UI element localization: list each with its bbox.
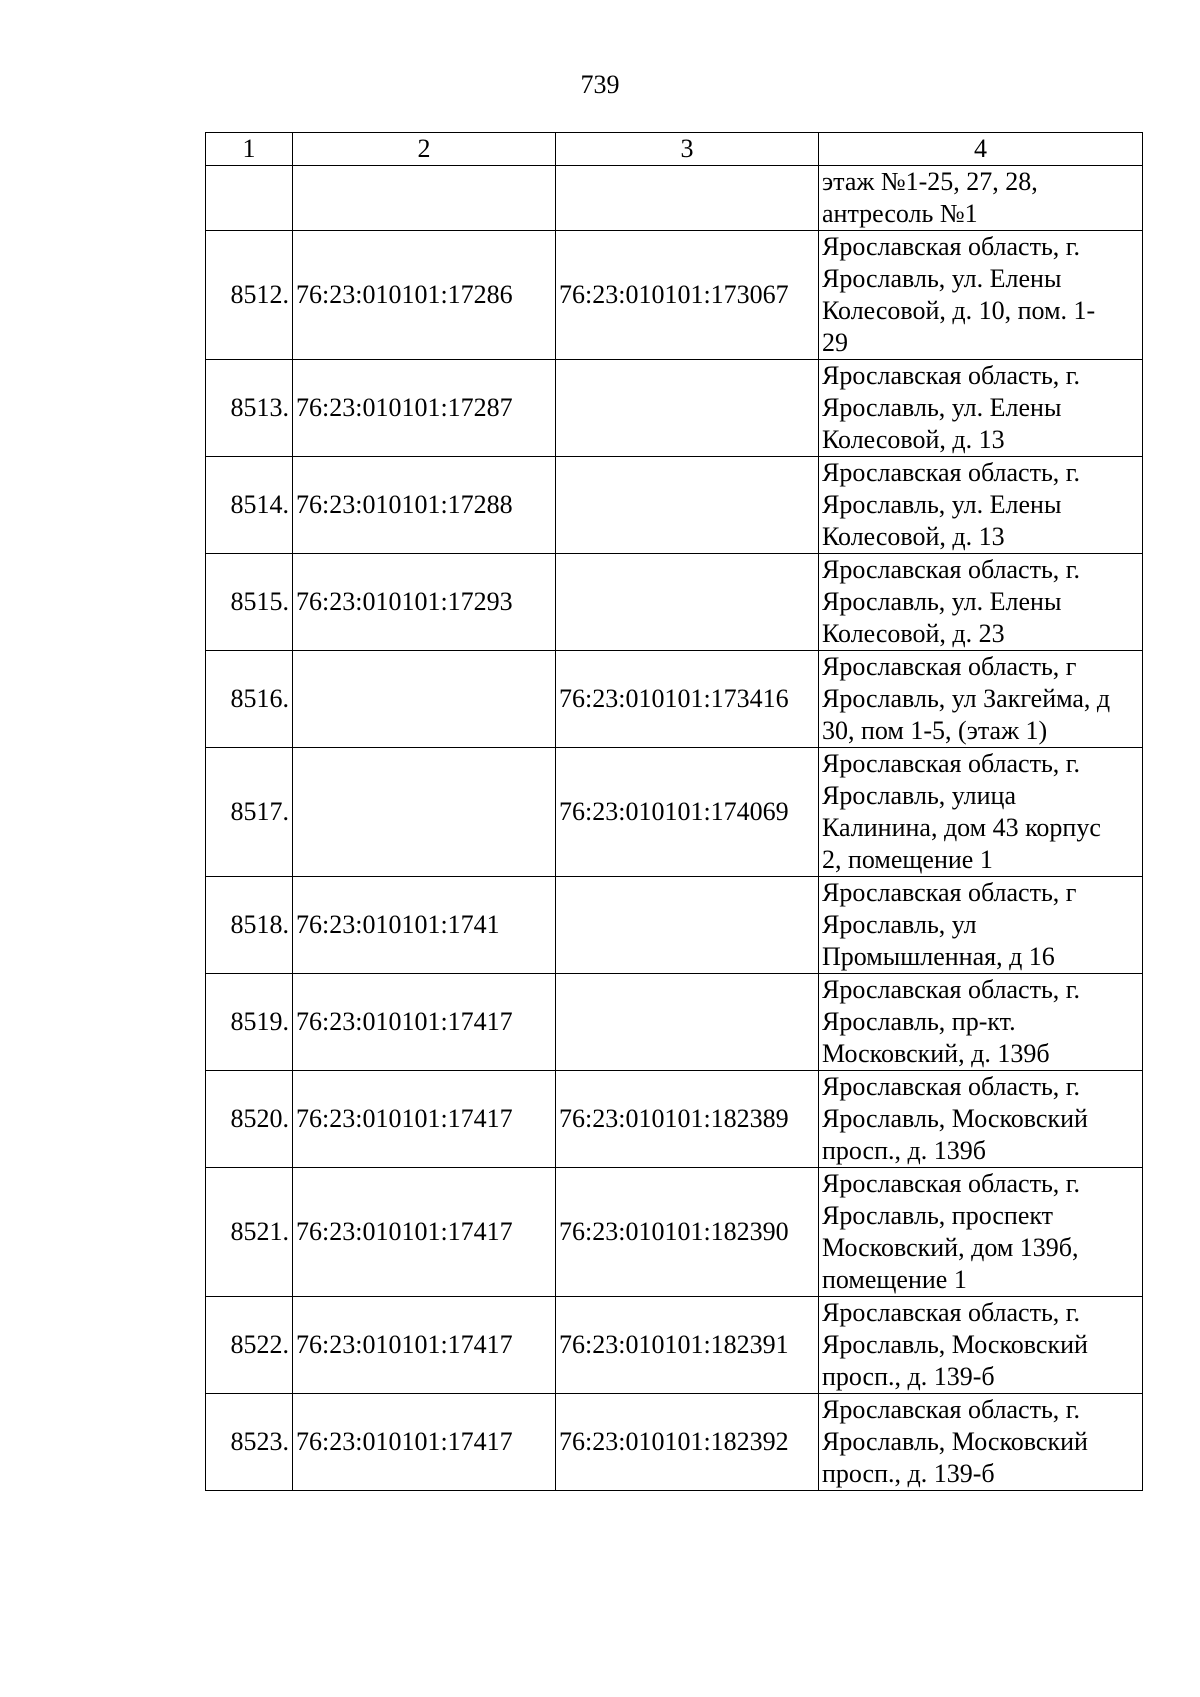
address-line: Колесовой, д. 10, пом. 1- <box>822 296 1096 325</box>
address-line: просп., д. 139б <box>822 1136 986 1165</box>
row-number-cell: 8522. <box>206 1297 293 1394</box>
address-cell <box>819 974 1143 1071</box>
cadastral-number-cell: 76:23:010101:17288 <box>293 457 556 554</box>
premises-number-cell: 76:23:010101:182391 <box>556 1297 819 1394</box>
table-row <box>206 554 1143 651</box>
column-header: 4 <box>819 133 1143 166</box>
table-row <box>206 651 1143 748</box>
cadastral-number-cell: 76:23:010101:17293 <box>293 554 556 651</box>
address-cell <box>819 1071 1143 1168</box>
address-line: Ярославская область, г. <box>822 1072 1081 1101</box>
address-line: Ярославская область, г. <box>822 458 1081 487</box>
premises-number-cell <box>556 554 819 651</box>
table-row <box>206 974 1143 1071</box>
row-number-cell: 8517. <box>206 748 293 877</box>
row-number-cell: 8520. <box>206 1071 293 1168</box>
address-line: Ярославль, Московский <box>822 1330 1088 1359</box>
address-line: антресоль №1 <box>822 199 978 228</box>
address-cell <box>819 231 1143 360</box>
table-row <box>206 1394 1143 1491</box>
row-number-cell: 8518. <box>206 877 293 974</box>
table-row <box>206 1071 1143 1168</box>
cadastral-number-cell: 76:23:010101:17417 <box>293 974 556 1071</box>
address-line: Ярославль, ул Закгейма, д <box>822 684 1111 713</box>
row-number-cell <box>206 166 293 231</box>
address-line: Ярославль, Московский <box>822 1427 1088 1456</box>
address-line: Ярославская область, г. <box>822 749 1081 778</box>
address-cell <box>819 877 1143 974</box>
premises-number-cell: 76:23:010101:182389 <box>556 1071 819 1168</box>
address-line: Колесовой, д. 13 <box>822 522 1005 551</box>
address-line: Ярославль, ул <box>822 910 977 939</box>
table-row <box>206 360 1143 457</box>
address-line: Ярославская область, г. <box>822 975 1081 1004</box>
table-row <box>206 166 1143 231</box>
premises-number-cell <box>556 457 819 554</box>
address-line: Ярославская область, г. <box>822 1298 1081 1327</box>
address-line: Ярославская область, г. <box>822 361 1081 390</box>
address-line: Ярославль, ул. Елены <box>822 264 1062 293</box>
address-cell <box>819 1394 1143 1491</box>
table-row <box>206 231 1143 360</box>
cadastral-number-cell <box>293 748 556 877</box>
address-line: Колесовой, д. 13 <box>822 425 1005 454</box>
cadastral-number-cell: 76:23:010101:1741 <box>293 877 556 974</box>
cadastral-number-cell: 76:23:010101:17417 <box>293 1297 556 1394</box>
premises-number-cell <box>556 360 819 457</box>
row-number-cell: 8512. <box>206 231 293 360</box>
premises-number-cell: 76:23:010101:182392 <box>556 1394 819 1491</box>
address-line: Ярославль, ул. Елены <box>822 587 1062 616</box>
row-number-cell: 8521. <box>206 1168 293 1297</box>
premises-number-cell: 76:23:010101:182390 <box>556 1168 819 1297</box>
address-line: Ярославль, проспект <box>822 1201 1054 1230</box>
address-line: Ярославль, пр-кт. <box>822 1007 1016 1036</box>
address-cell <box>819 1168 1143 1297</box>
address-line: просп., д. 139-б <box>822 1362 995 1391</box>
address-line: Ярославль, ул. Елены <box>822 393 1062 422</box>
table-body <box>206 166 1143 1491</box>
premises-number-cell: 76:23:010101:173067 <box>556 231 819 360</box>
address-cell <box>819 457 1143 554</box>
address-line: Ярославль, ул. Елены <box>822 490 1062 519</box>
table-row <box>206 1168 1143 1297</box>
address-line: этаж №1-25, 27, 28, <box>822 167 1038 196</box>
row-number-cell: 8519. <box>206 974 293 1071</box>
premises-number-cell <box>556 166 819 231</box>
column-header: 1 <box>206 133 293 166</box>
cadastral-number-cell: 76:23:010101:17286 <box>293 231 556 360</box>
cadastral-number-cell: 76:23:010101:17417 <box>293 1168 556 1297</box>
premises-number-cell <box>556 974 819 1071</box>
registry-table <box>205 132 1143 1491</box>
cadastral-number-cell: 76:23:010101:17287 <box>293 360 556 457</box>
premises-number-cell <box>556 877 819 974</box>
address-cell <box>819 651 1143 748</box>
row-number-cell: 8523. <box>206 1394 293 1491</box>
address-cell <box>819 554 1143 651</box>
address-line: Ярославская область, г. <box>822 1169 1081 1198</box>
address-cell <box>819 748 1143 877</box>
address-line: 29 <box>822 328 848 357</box>
row-number-cell: 8516. <box>206 651 293 748</box>
address-line: Промышленная, д 16 <box>822 942 1055 971</box>
address-cell <box>819 166 1143 231</box>
address-line: Ярославская область, г. <box>822 232 1081 261</box>
address-line: Калинина, дом 43 корпус <box>822 813 1101 842</box>
table-row <box>206 748 1143 877</box>
row-number-cell: 8515. <box>206 554 293 651</box>
table-row <box>206 877 1143 974</box>
page-number: 739 <box>580 70 620 99</box>
column-header: 2 <box>293 133 556 166</box>
address-cell <box>819 360 1143 457</box>
column-header: 3 <box>556 133 819 166</box>
cadastral-number-cell <box>293 651 556 748</box>
address-line: Ярославская область, г <box>822 652 1077 681</box>
address-line: Колесовой, д. 23 <box>822 619 1005 648</box>
cadastral-number-cell: 76:23:010101:17417 <box>293 1394 556 1491</box>
address-line: Ярославская область, г <box>822 878 1077 907</box>
address-line: помещение 1 <box>822 1265 967 1294</box>
address-line: 2, помещение 1 <box>822 845 993 874</box>
address-line: Ярославль, улица <box>822 781 1017 810</box>
cadastral-number-cell: 76:23:010101:17417 <box>293 1071 556 1168</box>
row-number-cell: 8514. <box>206 457 293 554</box>
address-cell <box>819 1297 1143 1394</box>
cadastral-number-cell <box>293 166 556 231</box>
address-line: Московский, дом 139б, <box>822 1233 1079 1262</box>
table-row <box>206 457 1143 554</box>
address-line: Ярославская область, г. <box>822 555 1081 584</box>
table-row <box>206 1297 1143 1394</box>
premises-number-cell: 76:23:010101:173416 <box>556 651 819 748</box>
address-line: Московский, д. 139б <box>822 1039 1050 1068</box>
address-line: 30, пом 1-5, (этаж 1) <box>822 716 1048 745</box>
row-number-cell: 8513. <box>206 360 293 457</box>
address-line: просп., д. 139-б <box>822 1459 995 1488</box>
table-header-row <box>206 133 1143 166</box>
address-line: Ярославль, Московский <box>822 1104 1088 1133</box>
premises-number-cell: 76:23:010101:174069 <box>556 748 819 877</box>
address-line: Ярославская область, г. <box>822 1395 1081 1424</box>
